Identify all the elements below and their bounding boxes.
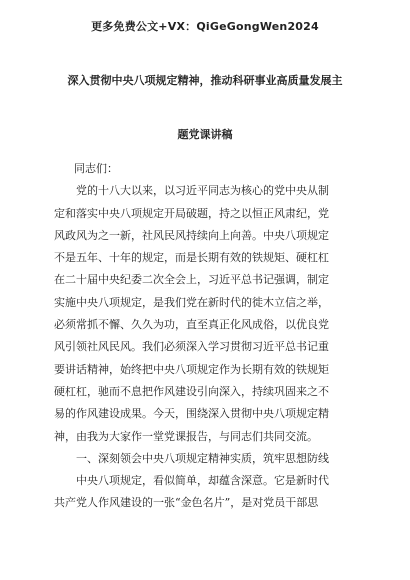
document-body (54, 158, 356, 515)
body-line: 要讲话精神，始终把中央八项规定作为长期有效的铁规矩 (54, 362, 329, 376)
body-line: 易的作风建设成果。今天，围绕深入贯彻中央八项规定精 (54, 407, 329, 421)
body-line: 必须常抓不懈、久久为功，直至真正化风成俗，以优良党 (54, 318, 329, 332)
salutation: 同志们： (74, 162, 118, 175)
section-heading: 一、深刻领会中央八项规定精神实质，筑牢思想防线 (54, 451, 329, 465)
body-line: 风政风为之一新，社风民风持续向上向善。中央八项规定 (54, 228, 329, 242)
body-line: 风引领社风民风。我们必须深入学习贯彻习近平总书记重 (54, 340, 329, 354)
body-line: 定和落实中央八项规定开局破题，持之以恒正风肃纪，党 (54, 206, 329, 220)
body-line: 党的十八大以来，以习近平同志为核心的党中央从制 (54, 184, 329, 198)
body-line: 中央八项规定，看似简单，却蕴含深意。它是新时代 (54, 474, 329, 488)
document-title-line-1: 深入贯彻中央八项规定精神，推动科研事业高质量发展主 (67, 74, 343, 87)
document-header: 更多免费公文+VX：QiGeGongWen2024 (91, 20, 319, 33)
body-line: 硬杠杠，驰而不息把作风建设引向深入，持续巩固来之不 (54, 384, 329, 398)
body-line: 不是五年、十年的规定，而是长期有效的铁规矩、硬杠杠 (54, 251, 329, 265)
body-line: 实施中央八项规定，是我们党在新时代的徙木立信之举， (54, 295, 329, 309)
body-line: 在二十届中央纪委二次全会上，习近平总书记强调，制定 (54, 273, 329, 287)
body-line: 神，由我为大家作一堂党课报告，与同志们共同交流。 (54, 429, 318, 443)
body-line: 共产党人作风建设的一张“金色名片”，是对党员干部思 (54, 496, 319, 510)
document-title-line-2: 题党课讲稿 (177, 128, 233, 141)
